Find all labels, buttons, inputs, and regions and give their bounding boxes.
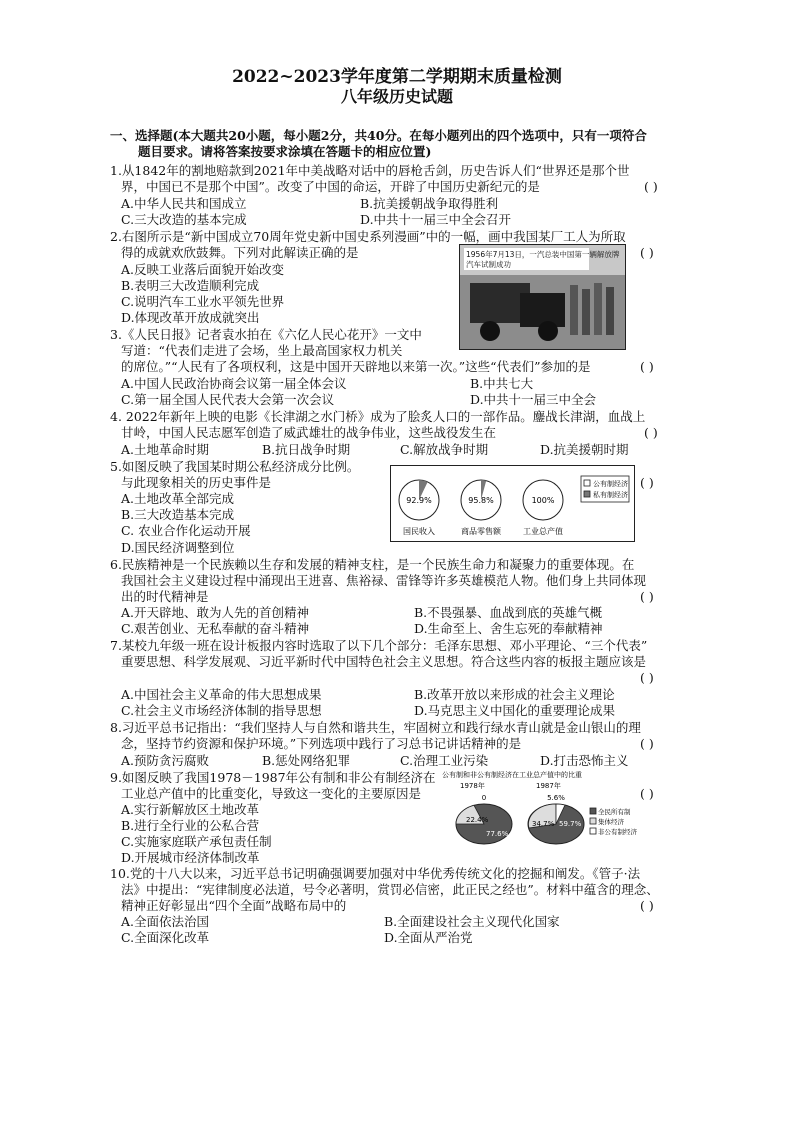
- q9-legend-collective: 集体经济: [598, 818, 624, 826]
- q7-option-d: D.马克思主义中国化的重要理论成果: [414, 703, 616, 718]
- q10-option-b: B.全面建设社会主义现代化国家: [384, 914, 560, 929]
- q5-stem-2: 与此现象相关的历史事件是: [121, 475, 272, 490]
- q7-stem-1: 7.某校九年级一班在设计板报内容时选取了以下几个部分：毛泽东思想、邓小平理论、“三个代表”: [110, 638, 648, 653]
- q5-pie-1-value: 92.9%: [406, 496, 432, 505]
- legend-swatch-nonpublic: [590, 828, 596, 834]
- q5-pie-1-label: 国民收入: [403, 527, 435, 536]
- q4-stem-1: 4. 2022年新年上映的电影《长津湖之水门桥》成为了脍炙人口的一部作品。鏖战长津湖，血战上: [110, 409, 646, 424]
- q4-option-a: A.土地革命时期: [121, 442, 210, 457]
- legend-swatch-private: [584, 491, 590, 497]
- q9-pie1-top: 0: [481, 794, 487, 802]
- q10-option-d: D.全面从严治党: [384, 930, 473, 945]
- q10-option-a: A.全面依法治国: [121, 914, 210, 929]
- q2-photo: [459, 244, 626, 350]
- q9-pie-1987: [528, 804, 584, 844]
- exam-title: 2022~2023学年度第二学期期末质量检测: [232, 67, 562, 87]
- q1-option-c: C.三大改造的基本完成: [121, 212, 247, 227]
- q2-option-b: B.表明三大改造顺利完成: [121, 278, 260, 293]
- q8-option-d: D.打击恐怖主义: [540, 753, 629, 768]
- q6-option-d: D.生命至上、舍生忘死的奉献精神: [414, 621, 603, 636]
- q1-stem-2: 界，中国已不是那个中国”。改变了中国的命运，开辟了中国历史新纪元的是: [121, 179, 540, 194]
- q5-stem-1: 5.如图反映了我国某时期公私经济成分比例。: [110, 459, 360, 474]
- q1-option-d: D.中共十一届三中全会召开: [360, 212, 512, 227]
- q9-year-1978: 1978年: [460, 782, 485, 790]
- q4-option-b: B.抗日战争时期: [262, 442, 351, 457]
- q9-pie1-collective: 22.4%: [466, 816, 489, 824]
- q7-option-c: C.社会主义市场经济体制的指导思想: [121, 703, 322, 718]
- q6-stem-1: 6.民族精神是一个民族赖以生存和发展的精神支柱，是一个民族生命力和凝聚力的重要体现。在: [110, 557, 635, 572]
- section-instructions-1: 一、选择题(本大题共20小题，每小题2分，共40分。在每小题列出的四个选项中，只有一项符合: [110, 128, 647, 143]
- q9-pie-figure: [440, 768, 640, 856]
- q9-pie1-state: 77.6%: [486, 830, 509, 838]
- q6-stem-3: 出的时代精神是: [121, 589, 209, 604]
- q4-stem-2: 甘岭，中国人民志愿军创造了威武雄壮的战争伟业，这些战役发生在: [121, 425, 497, 440]
- q7-answer-blank: ( ): [640, 670, 654, 685]
- q8-option-c: C.治理工业污染: [400, 753, 489, 768]
- q5-option-a: A.土地改革全部完成: [121, 491, 235, 506]
- q7-stem-2: 重要思想、科学发展观、习近平新时代中国特色社会主义思想。符合这些内容的板报主题应该是: [121, 654, 647, 669]
- q2-photo-caption-2: 汽车试制成功: [466, 260, 511, 269]
- q9-answer-blank: ( ): [640, 786, 654, 801]
- q1-option-b: B.抗美援朝战争取得胜利: [360, 196, 499, 211]
- exam-subtitle: 八年级历史试题: [340, 87, 453, 106]
- q2-option-a: A.反映工业落后面貌开始改变: [121, 262, 285, 277]
- q9-legend: [590, 807, 638, 836]
- q6-option-b: B.不畏强暴、血战到底的英雄气概: [414, 605, 603, 620]
- q4-answer-blank: ( ): [644, 425, 658, 440]
- q8-stem-1: 8.习近平总书记指出：“我们坚持人与自然和谐共生，牢固树立和践行绿水青山就是金山银山的理: [110, 720, 641, 735]
- q8-stem-2: 念，坚持节约资源和保护环境。”下列选项中践行了习总书记讲话精神的是: [121, 736, 522, 751]
- q5-legend-public: 公有制经济: [593, 480, 628, 488]
- legend-swatch-public: [584, 480, 590, 486]
- q3-option-a: A.中国人民政治协商会议第一届全体会议: [121, 376, 347, 391]
- q1-answer-blank: ( ): [644, 179, 658, 194]
- q9-year-1987: 1987年: [536, 782, 561, 790]
- q9-option-b: B.进行全行业的公私合营: [121, 818, 260, 833]
- q3-option-c: C.第一届全国人民代表大会第一次会议: [121, 392, 335, 407]
- q3-option-b: B.中共七大: [470, 376, 534, 391]
- q5-pie-1: [399, 480, 439, 536]
- q7-option-b: B.改革开放以来形成的社会主义理论: [414, 687, 615, 702]
- q10-stem-3: 精神正好彰显出“四个全面”战略布局中的: [121, 898, 347, 913]
- q8-option-b: B.惩处网络犯罪: [262, 753, 351, 768]
- q5-answer-blank: ( ): [640, 475, 654, 490]
- q10-stem-1: 10.党的十八大以来，习近平总书记明确强调要加强对中华优秀传统文化的挖掘和阐发。《管子·法: [110, 866, 641, 881]
- q9-legend-nonpublic: 非公有制经济: [598, 828, 637, 836]
- q4-option-d: D.抗美援朝时期: [540, 442, 629, 457]
- q9-pie-chart: [440, 768, 640, 856]
- q5-option-d: D.国民经济调整到位: [121, 540, 235, 555]
- q1-stem-1: 1.从1842年的割地赔款到2021年中美战略对话中的唇枪舌剑，历史告诉人们“世界还是那个世: [110, 163, 630, 178]
- q5-pie-3-label: 工业总产值: [523, 527, 563, 536]
- q9-option-a: A.实行新解放区土地改革: [121, 802, 260, 817]
- q3-option-d: D.中共十一届三中全会: [470, 392, 597, 407]
- q2-option-c: C.说明汽车工业水平领先世界: [121, 294, 285, 309]
- q5-pie-3: [523, 480, 563, 536]
- q9-stem-1: 9.如图反映了我国1978－1987年公有制和非公有制经济在: [110, 770, 436, 785]
- q5-pie-2-value: 95.8%: [468, 496, 494, 505]
- section-instructions-2: 题目要求。请将答案按要求涂填在答题卡的相应位置): [138, 144, 432, 159]
- q9-chart-title: 公有制和非公有制经济在工业总产值中的比重: [442, 771, 582, 779]
- q2-stem-2: 得的成就欢欣鼓舞。下列对此解读正确的是: [121, 245, 359, 260]
- q3-stem-3: 的席位。”“人民有了各项权利，这是中国开天辟地以来第一次。”这些“代表们”参加的是: [121, 359, 591, 374]
- q6-option-a: A.开天辟地、敢为人先的首创精神: [121, 605, 310, 620]
- q9-option-d: D.开展城市经济体制改革: [121, 850, 260, 865]
- q5-pie-chart: [391, 466, 634, 541]
- q9-option-c: C.实施家庭联产承包责任制: [121, 834, 272, 849]
- q3-answer-blank: ( ): [640, 359, 654, 374]
- q6-stem-2: 我国社会主义建设过程中涌现出王进喜、焦裕禄、雷锋等许多英雄模范人物。他们身上共同体现: [121, 573, 647, 588]
- q6-answer-blank: ( ): [640, 589, 654, 604]
- q2-stem-1: 2.右图所示是“新中国成立70周年党史新中国史系列漫画”中的一幅，画中我国某厂工人为所取: [110, 229, 626, 244]
- q6-option-c: C.艰苦创业、无私奉献的奋斗精神: [121, 621, 310, 636]
- q4-option-c: C.解放战争时期: [400, 442, 489, 457]
- q9-pie2-collective: 34.7%: [532, 820, 555, 828]
- q9-legend-state: 全民所有制: [598, 808, 631, 816]
- q8-answer-blank: ( ): [640, 736, 654, 751]
- q5-legend-private: 私有制经济: [593, 491, 628, 499]
- q10-option-c: C.全面深化改革: [121, 930, 210, 945]
- q3-stem-2: 写道：“代表们走进了会场，坐上最高国家权力机关: [121, 343, 403, 358]
- legend-swatch-collective: [590, 818, 596, 824]
- q5-pie-figure: [390, 465, 635, 542]
- q9-pie-1978: [456, 804, 512, 844]
- q9-pie2-state: 59.7%: [559, 820, 582, 828]
- q7-option-a: A.中国社会主义革命的伟大思想成果: [121, 687, 322, 702]
- q5-option-b: B.三大改造基本完成: [121, 507, 235, 522]
- q10-stem-2: 法》中提出：“宪律制度必法道，号令必著明，赏罚必信密，此正民之经也”。材料中蕴含的理念、: [121, 882, 659, 897]
- q9-pie1-top-2: 5.6%: [547, 794, 565, 802]
- q5-pie-2: [461, 480, 502, 536]
- q5-legend: [581, 476, 629, 502]
- q5-pie-3-value: 100%: [531, 496, 555, 505]
- q2-option-d: D.体现改革开放成就突出: [121, 310, 260, 325]
- q3-stem-1: 3.《人民日报》记者袁水拍在《六亿人民心花开》一文中: [110, 327, 422, 342]
- q1-option-a: A.中华人民共和国成立: [121, 196, 247, 211]
- q5-pie-2-label: 商品零售额: [461, 527, 501, 536]
- q10-answer-blank: ( ): [640, 898, 654, 913]
- q2-photo-caption-1: 1956年7月13日，一汽总装中国第一辆解放牌: [466, 250, 620, 259]
- q5-option-c: C. 农业合作化运动开展: [121, 523, 251, 538]
- q9-stem-2: 工业总产值中的比重变化，导致这一变化的主要原因是: [121, 786, 422, 801]
- q2-answer-blank: ( ): [640, 245, 654, 260]
- legend-swatch-state: [590, 808, 596, 814]
- q8-option-a: A.预防贪污腐败: [121, 753, 210, 768]
